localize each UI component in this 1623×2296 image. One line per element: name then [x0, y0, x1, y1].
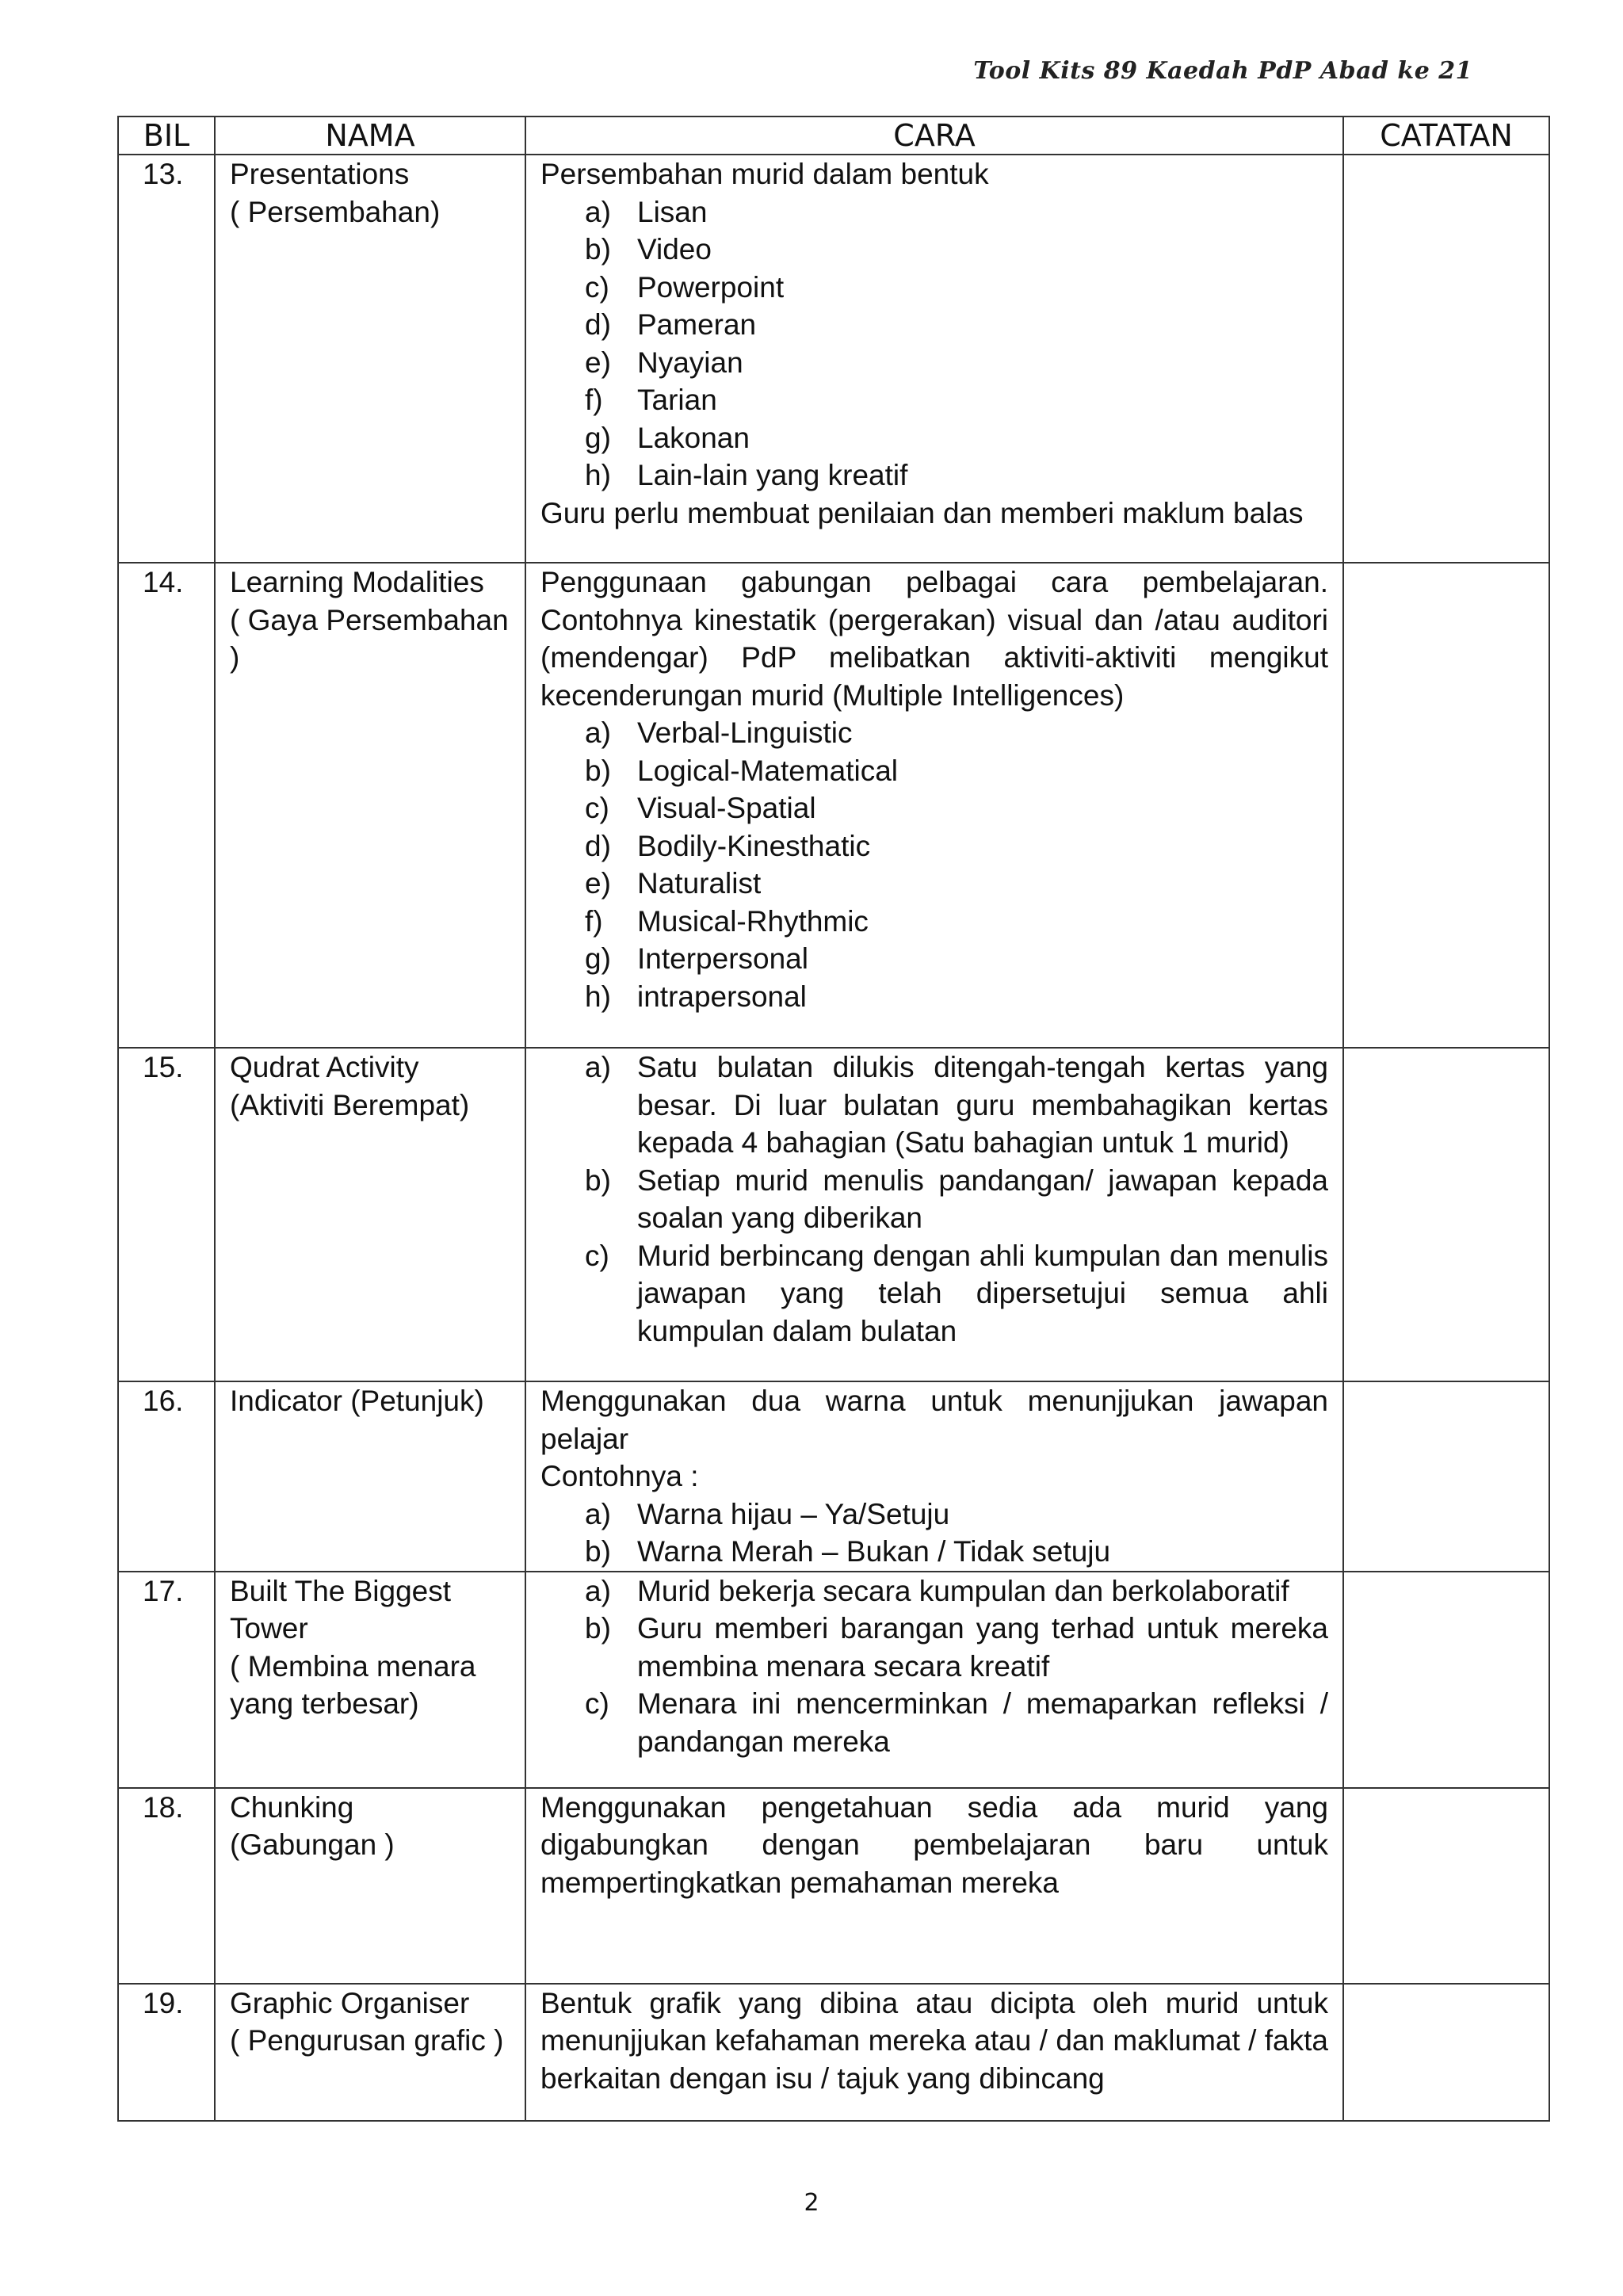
list-item: [585, 789, 1328, 827]
list-item-label: b): [585, 1535, 611, 1568]
notes-cell: [1343, 1984, 1549, 2121]
method-description: [525, 1048, 1343, 1381]
notes-cell: [1343, 1788, 1549, 1984]
list-item-label: c): [585, 270, 609, 304]
description-intro: Bentuk grafik yang dibina atau dicipta oleh murid untuk menunjjukan kefahaman mereka atau / dan maklumat / fakta berkaitan dengan isu / tajuk yang dibincang: [540, 1986, 1328, 2095]
row-number: 17.: [118, 1572, 215, 1788]
list-item-text: Warna Merah – Bukan / Tidak setuju: [637, 1535, 1111, 1568]
list-item-label: h): [585, 980, 611, 1013]
table-row: [118, 1381, 1549, 1572]
notes-cell: [1343, 155, 1549, 563]
notes-cell: [1343, 1381, 1549, 1572]
list-item-label: a): [585, 1497, 611, 1530]
list-item-text: Musical-Rhythmic: [637, 904, 869, 938]
list-item-text: Warna hijau – Ya/Setuju: [637, 1497, 950, 1530]
list-item-text: Murid berbincang dengan ahli kumpulan dan menulis jawapan yang telah dipersetujui semua ahli kumpulan dalam bulatan: [637, 1239, 1328, 1347]
table-row: [118, 1572, 1549, 1788]
row-number: 13.: [118, 155, 215, 563]
document-header-title: Tool Kits 89 Kaedah PdP Abad ke 21: [973, 57, 1472, 85]
list-item: [585, 1533, 1328, 1571]
page-number: 2: [804, 2189, 819, 2217]
list-item-label: a): [585, 1051, 611, 1083]
method-name: Graphic Organiser ( Pengurusan grafic ): [215, 1984, 525, 2121]
list-item: [585, 1496, 1328, 1534]
list-item-label: b): [585, 1163, 611, 1197]
list-item-label: c): [585, 1687, 609, 1720]
list-item: [585, 306, 1328, 344]
list-item-label: b): [585, 754, 611, 787]
list-item: [585, 419, 1328, 457]
list-item-text: Satu bulatan dilukis ditengah-tengah kertas yang besar. Di luar bulatan guru membahagikan kertas kepada 4 bahagian (Satu bahagian untuk 1 murid): [637, 1051, 1328, 1159]
list-item: [585, 752, 1328, 790]
list-item-text: Verbal-Linguistic: [637, 716, 853, 749]
list-item: [585, 381, 1328, 419]
description-intro: Persembahan murid dalam bentuk: [540, 158, 989, 190]
list-item: [585, 1572, 1328, 1610]
list-item-text: intrapersonal: [637, 980, 807, 1013]
method-description: [525, 1381, 1343, 1572]
list-item-label: e): [585, 867, 611, 900]
list-item-label: b): [585, 233, 611, 266]
list-item-label: c): [585, 792, 609, 824]
list-item: [585, 940, 1328, 978]
notes-cell: [1343, 1048, 1549, 1381]
list-item-label: h): [585, 459, 611, 491]
list-item-text: Lakonan: [637, 421, 750, 454]
table-header-row: [118, 117, 1549, 155]
list-item: [585, 865, 1328, 903]
methods-table: [117, 116, 1550, 2122]
list-item: [585, 269, 1328, 307]
description-list: [540, 1049, 1328, 1350]
notes-cell: [1343, 1572, 1549, 1788]
column-header-cara: CARA: [525, 117, 1343, 155]
list-item-label: g): [585, 421, 611, 454]
list-item-text: Powerpoint: [637, 270, 785, 304]
list-item-text: Video: [637, 233, 712, 266]
list-item-text: Menara ini mencerminkan / memaparkan refleksi / pandangan mereka: [637, 1687, 1328, 1758]
list-item-label: d): [585, 308, 611, 341]
list-item: [585, 1162, 1328, 1237]
description-intro: Penggunaan gabungan pelbagai cara pembelajaran. Contohnya kinestatik (pergerakan) visual dan /atau auditori (mendengar) PdP melibatkan aktiviti-aktiviti mengikut kecenderungan murid (Multiple Intelligences): [540, 566, 1328, 712]
list-item-label: a): [585, 1574, 611, 1607]
list-item-text: Tarian: [637, 384, 717, 416]
method-description: [525, 155, 1343, 563]
list-item: [585, 457, 1328, 495]
list-item-text: Naturalist: [637, 867, 762, 900]
table-body: [118, 155, 1549, 2121]
table-row: [118, 155, 1549, 563]
list-item: [585, 344, 1328, 382]
list-item: [585, 231, 1328, 269]
description-list: [540, 1572, 1328, 1761]
list-item: [585, 714, 1328, 752]
description-outro: Guru perlu membuat penilaian dan memberi maklum balas: [540, 496, 1304, 529]
list-item-text: Lisan: [637, 195, 708, 228]
method-description: [525, 1984, 1343, 2121]
list-item-text: Murid bekerja secara kumpulan dan berkolaboratif: [637, 1574, 1289, 1607]
column-header-bil: BIL: [118, 117, 215, 155]
method-name: Learning Modalities ( Gaya Persembahan ): [215, 563, 525, 1048]
list-item-label: f): [585, 384, 603, 416]
description-intro: Menggunakan pengetahuan sedia ada murid yang digabungkan dengan pembelajaran baru untuk mempertingkatkan pemahaman mereka: [540, 1790, 1328, 1899]
row-number: 19.: [118, 1984, 215, 2121]
list-item-label: a): [585, 195, 611, 228]
method-name: Chunking (Gabungan ): [215, 1788, 525, 1984]
description-intro: Menggunakan dua warna untuk menunjjukan jawapan pelajar Contohnya :: [540, 1385, 1328, 1492]
list-item: [585, 193, 1328, 231]
table-row: [118, 1984, 1549, 2121]
list-item: [585, 1237, 1328, 1350]
list-item-text: Bodily-Kinesthatic: [637, 829, 871, 862]
list-item: [585, 1049, 1328, 1162]
table-row: [118, 1788, 1549, 1984]
table-row: [118, 563, 1549, 1048]
list-item-text: Nyayian: [637, 346, 743, 379]
list-item-text: Guru memberi barangan yang terhad untuk mereka membina menara secara kreatif: [637, 1612, 1328, 1683]
list-item: [585, 1610, 1328, 1685]
list-item-label: e): [585, 346, 611, 379]
column-header-nama: NAMA: [215, 117, 525, 155]
method-name: Qudrat Activity (Aktiviti Berempat): [215, 1048, 525, 1381]
column-header-catatan: CATATAN: [1343, 117, 1549, 155]
list-item-label: d): [585, 829, 611, 862]
list-item-text: Setiap murid menulis pandangan/ jawapan kepada soalan yang diberikan: [637, 1163, 1328, 1234]
list-item-text: Interpersonal: [637, 942, 808, 975]
list-item-text: Pameran: [637, 308, 757, 341]
list-item-label: b): [585, 1612, 611, 1645]
row-number: 15.: [118, 1048, 215, 1381]
list-item-label: f): [585, 904, 603, 938]
description-list: [540, 714, 1328, 1015]
notes-cell: [1343, 563, 1549, 1048]
list-item-label: g): [585, 942, 611, 975]
row-number: 14.: [118, 563, 215, 1048]
row-number: 18.: [118, 1788, 215, 1984]
list-item-label: a): [585, 716, 611, 749]
list-item: [585, 827, 1328, 865]
method-description: [525, 1572, 1343, 1788]
description-list: [540, 193, 1328, 495]
list-item-text: Logical-Matematical: [637, 754, 899, 787]
list-item: [585, 903, 1328, 941]
table-row: [118, 1048, 1549, 1381]
list-item: [585, 1685, 1328, 1760]
list-item-text: Lain-lain yang kreatif: [637, 459, 908, 491]
method-description: [525, 563, 1343, 1048]
list-item-label: c): [585, 1239, 609, 1272]
list-item-text: Visual-Spatial: [637, 792, 816, 824]
list-item: [585, 978, 1328, 1016]
method-name: Indicator (Petunjuk): [215, 1381, 525, 1572]
description-list: [540, 1496, 1328, 1571]
method-name: Presentations ( Persembahan): [215, 155, 525, 563]
method-description: [525, 1788, 1343, 1984]
row-number: 16.: [118, 1381, 215, 1572]
method-name: Built The Biggest Tower ( Membina menara yang terbesar): [215, 1572, 525, 1788]
